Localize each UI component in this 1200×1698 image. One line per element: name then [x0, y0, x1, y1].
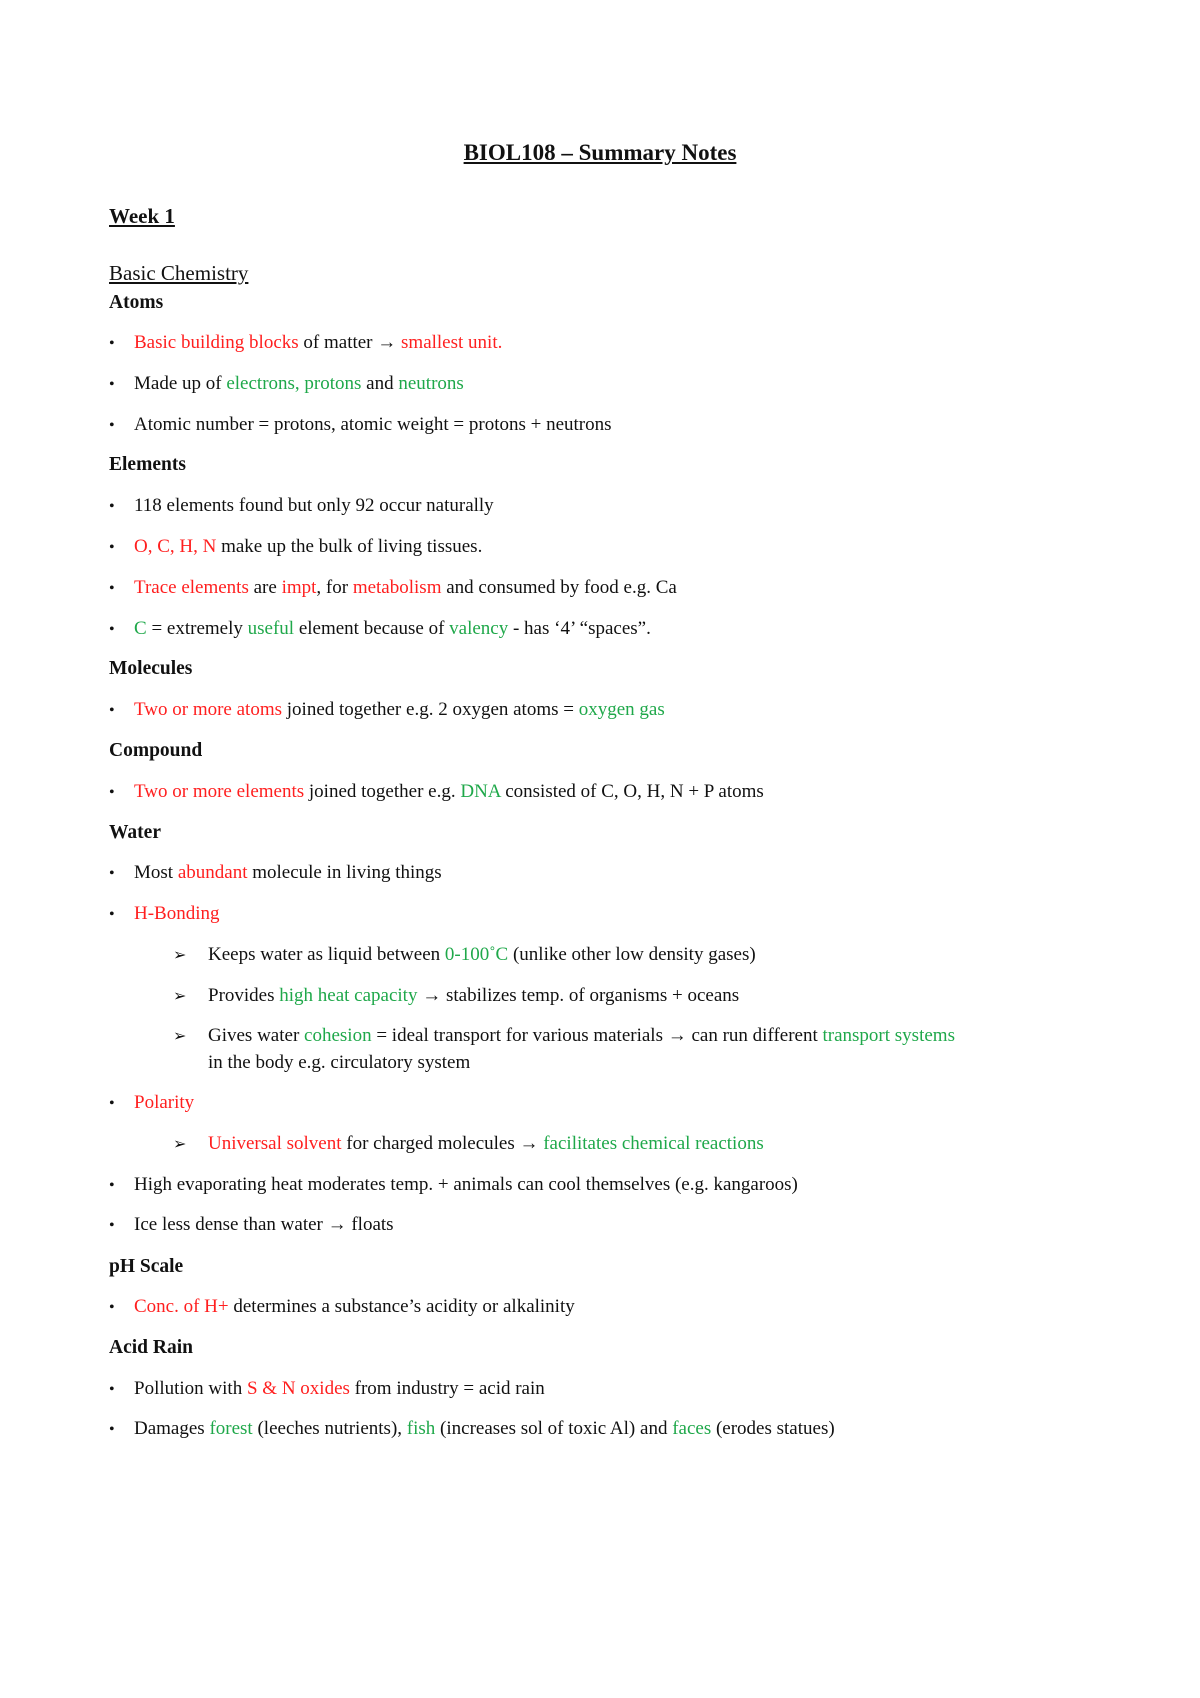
- bullet-water-4: • High evaporating heat moderates temp. + animals can cool themselves (e.g. kangaroos): [109, 1173, 798, 1198]
- bullet-icon: •: [109, 1381, 115, 1398]
- bullet-compound-1: • Two or more elements joined together e.g. DNA consisted of C, O, H, N + P atoms: [109, 780, 764, 805]
- bullet-icon: •: [109, 335, 115, 352]
- bullet-icon: •: [109, 621, 115, 638]
- bullet-icon: •: [109, 1299, 115, 1316]
- bullet-water-5: • Ice less dense than water → floats: [109, 1213, 394, 1238]
- bullet-icon: •: [109, 906, 115, 923]
- bullet-icon: •: [109, 1217, 115, 1234]
- bullet-atoms-1: • Basic building blocks of matter → smallest unit.: [109, 331, 502, 356]
- bullet-icon: •: [109, 1095, 115, 1112]
- sub-bullet-water-3-continued: in the body e.g. circulatory system: [208, 1052, 471, 1073]
- bullet-water-3: • Polarity: [109, 1091, 194, 1116]
- arrow-icon: →: [327, 1214, 347, 1235]
- bullet-water-2: • H-Bonding: [109, 902, 220, 927]
- section-heading-molecules: Molecules: [109, 658, 193, 679]
- arrowhead-bullet-icon: ➢: [173, 1028, 187, 1045]
- section-heading-atoms: Atoms: [109, 292, 164, 313]
- bullet-elements-2: • O, C, H, N make up the bulk of living tissues.: [109, 535, 482, 560]
- bullet-icon: •: [109, 376, 115, 393]
- section-heading-ph-scale: pH Scale: [109, 1256, 184, 1277]
- bullet-acid-1: • Pollution with S & N oxides from industry = acid rain: [109, 1377, 545, 1402]
- subject-heading: Basic Chemistry: [109, 261, 249, 285]
- bullet-icon: •: [109, 539, 115, 556]
- bullet-icon: •: [109, 784, 115, 801]
- arrowhead-bullet-icon: ➢: [173, 1136, 187, 1153]
- document-title: BIOL108 – Summary Notes: [463, 140, 737, 165]
- sub-bullet-water-3: ➢ Gives water cohesion = ideal transport for various materials → can run different transport systems: [173, 1022, 955, 1051]
- bullet-icon: •: [109, 417, 115, 434]
- arrow-icon: →: [377, 332, 397, 353]
- section-heading-water: Water: [109, 822, 161, 843]
- bullet-icon: •: [109, 1177, 115, 1194]
- bullet-elements-3: • Trace elements are impt, for metabolism and consumed by food e.g. Ca: [109, 576, 677, 601]
- section-heading-acid-rain: Acid Rain: [109, 1337, 193, 1358]
- arrow-icon: →: [519, 1133, 539, 1154]
- bullet-molecules-1: • Two or more atoms joined together e.g. 2 oxygen atoms = oxygen gas: [109, 698, 665, 723]
- week-heading: Week 1: [109, 204, 175, 228]
- arrowhead-bullet-icon: ➢: [173, 988, 187, 1005]
- bullet-icon: •: [109, 1421, 115, 1438]
- arrowhead-bullet-icon: ➢: [173, 947, 187, 964]
- bullet-icon: •: [109, 580, 115, 597]
- bullet-icon: •: [109, 702, 115, 719]
- bullet-acid-2: • Damages forest (leeches nutrients), fish (increases sol of toxic Al) and faces (erodes statues): [109, 1417, 835, 1442]
- sub-bullet-water-4: ➢ Universal solvent for charged molecules → facilitates chemical reactions: [173, 1130, 764, 1159]
- bullet-elements-1: • 118 elements found but only 92 occur naturally: [109, 494, 494, 519]
- bullet-atoms-3: • Atomic number = protons, atomic weight = protons + neutrons: [109, 413, 612, 438]
- bullet-icon: •: [109, 498, 115, 515]
- bullet-elements-4: • C = extremely useful element because of valency - has ‘4’ “spaces”.: [109, 617, 651, 642]
- arrow-icon: →: [422, 985, 442, 1006]
- arrow-icon: →: [667, 1025, 687, 1046]
- sub-bullet-water-2: ➢ Provides high heat capacity → stabilizes temp. of organisms + oceans: [173, 982, 739, 1011]
- sub-bullet-water-1: ➢ Keeps water as liquid between 0-100˚C (unlike other low density gases): [173, 941, 756, 970]
- section-heading-compound: Compound: [109, 740, 203, 761]
- bullet-icon: •: [109, 865, 115, 882]
- bullet-water-1: • Most abundant molecule in living things: [109, 861, 442, 886]
- bullet-atoms-2: • Made up of electrons, protons and neutrons: [109, 372, 464, 397]
- section-heading-elements: Elements: [109, 454, 186, 475]
- bullet-ph-1: • Conc. of H+ determines a substance’s acidity or alkalinity: [109, 1295, 575, 1320]
